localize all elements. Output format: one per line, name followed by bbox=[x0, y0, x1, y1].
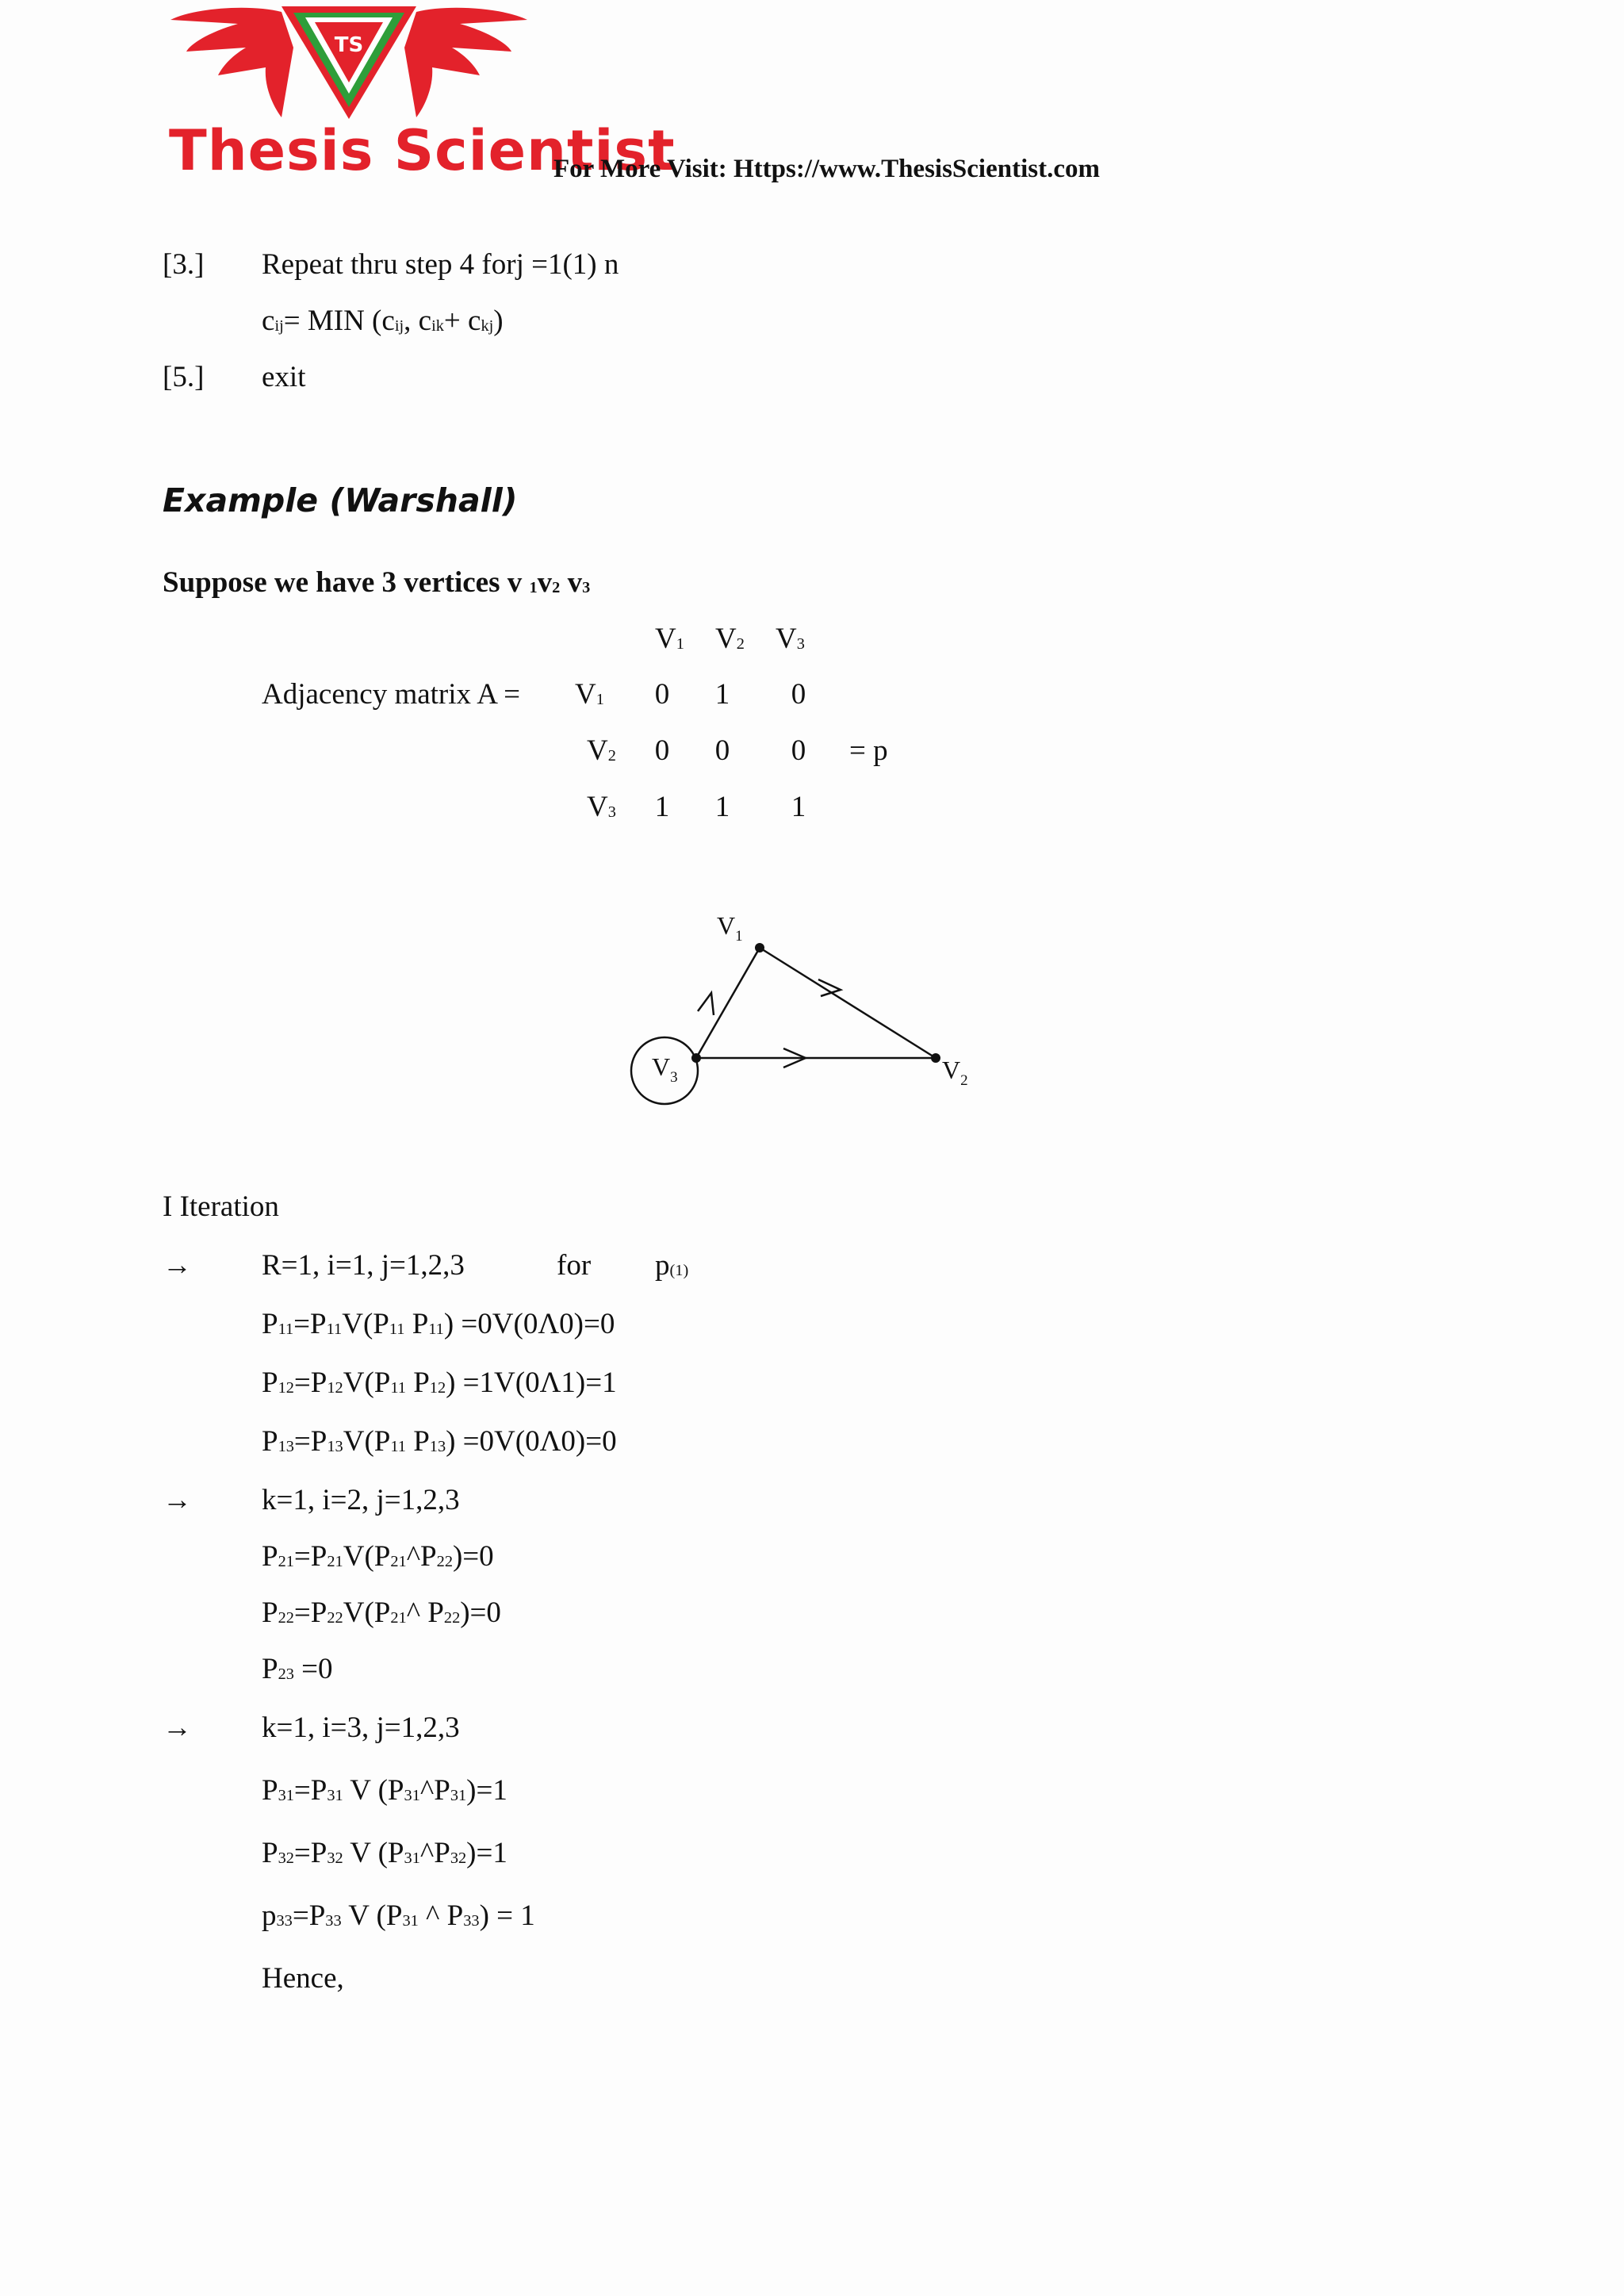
logo-text: Thesis Scientist bbox=[169, 118, 676, 183]
col-header-v3: $V_3$ bbox=[776, 623, 805, 655]
matrix-label: Adjacency matrix A = bbox=[262, 678, 521, 711]
hence-text: Hence, bbox=[262, 1962, 344, 1995]
label-v3: $V_3$ bbox=[652, 1052, 678, 1086]
matrix-cell: 1 bbox=[714, 678, 730, 711]
row-header-v1: $V_1$ bbox=[575, 678, 604, 711]
matrix-suffix: = p bbox=[849, 734, 888, 767]
iteration-line-2: k=1, i=2, j=1,2,3 bbox=[262, 1484, 460, 1516]
eq-p12: $P_{12}=P_{12}V(P_{11}$ $P_{12}) =1V(0\Lambda 1)=1$ bbox=[262, 1366, 617, 1399]
matrix-cell: 0 bbox=[791, 734, 806, 767]
col-header-v2: $V_2$ bbox=[715, 623, 745, 655]
row-header-v2: $V_2$ bbox=[587, 734, 616, 767]
eq-p33: $p_{33}=P_{33}$ V ($P_{31}$ ^ $P_{33}) = 1$ bbox=[262, 1899, 535, 1932]
row-header-v3: $V_3$ bbox=[587, 791, 616, 823]
matrix-cell: 0 bbox=[791, 678, 806, 711]
arrow-2: → bbox=[163, 1484, 192, 1516]
label-v2: $V_2$ bbox=[942, 1056, 968, 1089]
eq-p23: $P_{23} =0$ bbox=[262, 1653, 333, 1685]
step5-text: exit bbox=[262, 361, 306, 393]
node-v1 bbox=[755, 943, 764, 953]
col-header-v1: $V_1$ bbox=[655, 623, 684, 655]
logo-mark: TS bbox=[334, 33, 364, 57]
eq-p13: $P_{13}=P_{13}V(P_{11}$ $P_{13}) =0V(0\Lambda 0)=0$ bbox=[262, 1425, 617, 1458]
visit-link[interactable]: For More Visit: Https://www.ThesisScientist.com bbox=[553, 155, 1100, 183]
eq-p32: $P_{32}=P_{32}$ V $(P_{31}\^{}P_{32})=1$ bbox=[262, 1837, 508, 1869]
step3-label: [3.] bbox=[163, 248, 205, 281]
matrix-cell: 1 bbox=[654, 791, 670, 823]
eq-p11: $P_{11}=P_{11}V(P_{11}$ $P_{11}) =0V(0\Lambda 0)=0$ bbox=[262, 1308, 615, 1340]
matrix-cell: 0 bbox=[654, 678, 670, 711]
step3-text: Repeat thru step 4 forj =1(1) n bbox=[262, 248, 619, 281]
arrow-1: → bbox=[163, 1249, 192, 1282]
matrix-cell: 1 bbox=[791, 791, 806, 823]
edge-v3-v1 bbox=[696, 948, 760, 1058]
example-heading: Example (Warshall) bbox=[163, 481, 518, 519]
matrix-cell: 0 bbox=[714, 734, 730, 767]
graph-svg bbox=[619, 904, 983, 1126]
iteration-title: I Iteration bbox=[163, 1190, 279, 1223]
iteration-line-3: k=1, i=3, j=1,2,3 bbox=[262, 1711, 460, 1744]
arrow-3: → bbox=[163, 1711, 192, 1744]
vertices-intro: Suppose we have 3 vertices v $_1v_2$ $v_3$ bbox=[163, 566, 591, 599]
arrowhead-v3-v1 bbox=[698, 993, 714, 1015]
iteration-for: for bbox=[557, 1249, 592, 1282]
iteration-line-1: R=1, i=1, j=1,2,3 bbox=[262, 1249, 465, 1282]
min-formula: $c_{ij}=$ MIN ($c_{ij}$, $c_{ik}+ c_{kj}$) bbox=[262, 305, 504, 337]
iteration-p1: $p_{(1)}$ bbox=[655, 1249, 689, 1282]
graph-diagram bbox=[619, 904, 983, 1126]
matrix-cell: 1 bbox=[714, 791, 730, 823]
eq-p21: $P_{21}=P_{21}V(P_{21}\^{}P_{22})=0$ bbox=[262, 1540, 494, 1573]
step5-label: [5.] bbox=[163, 361, 205, 393]
matrix-cell: 0 bbox=[654, 734, 670, 767]
node-v2 bbox=[931, 1053, 940, 1063]
edge-v1-v2 bbox=[760, 948, 936, 1058]
eq-p22: $P_{22}=P_{22}V(P_{21}\^{}$ $P_{22})=0$ bbox=[262, 1596, 501, 1629]
eq-p31: $P_{31}=P_{31}$ V $(P_{31}\^{}P_{31})=1$ bbox=[262, 1774, 508, 1807]
label-v1: $V_1$ bbox=[717, 911, 743, 945]
arrowhead-v1-v2 bbox=[818, 979, 841, 996]
node-v3 bbox=[691, 1053, 701, 1063]
